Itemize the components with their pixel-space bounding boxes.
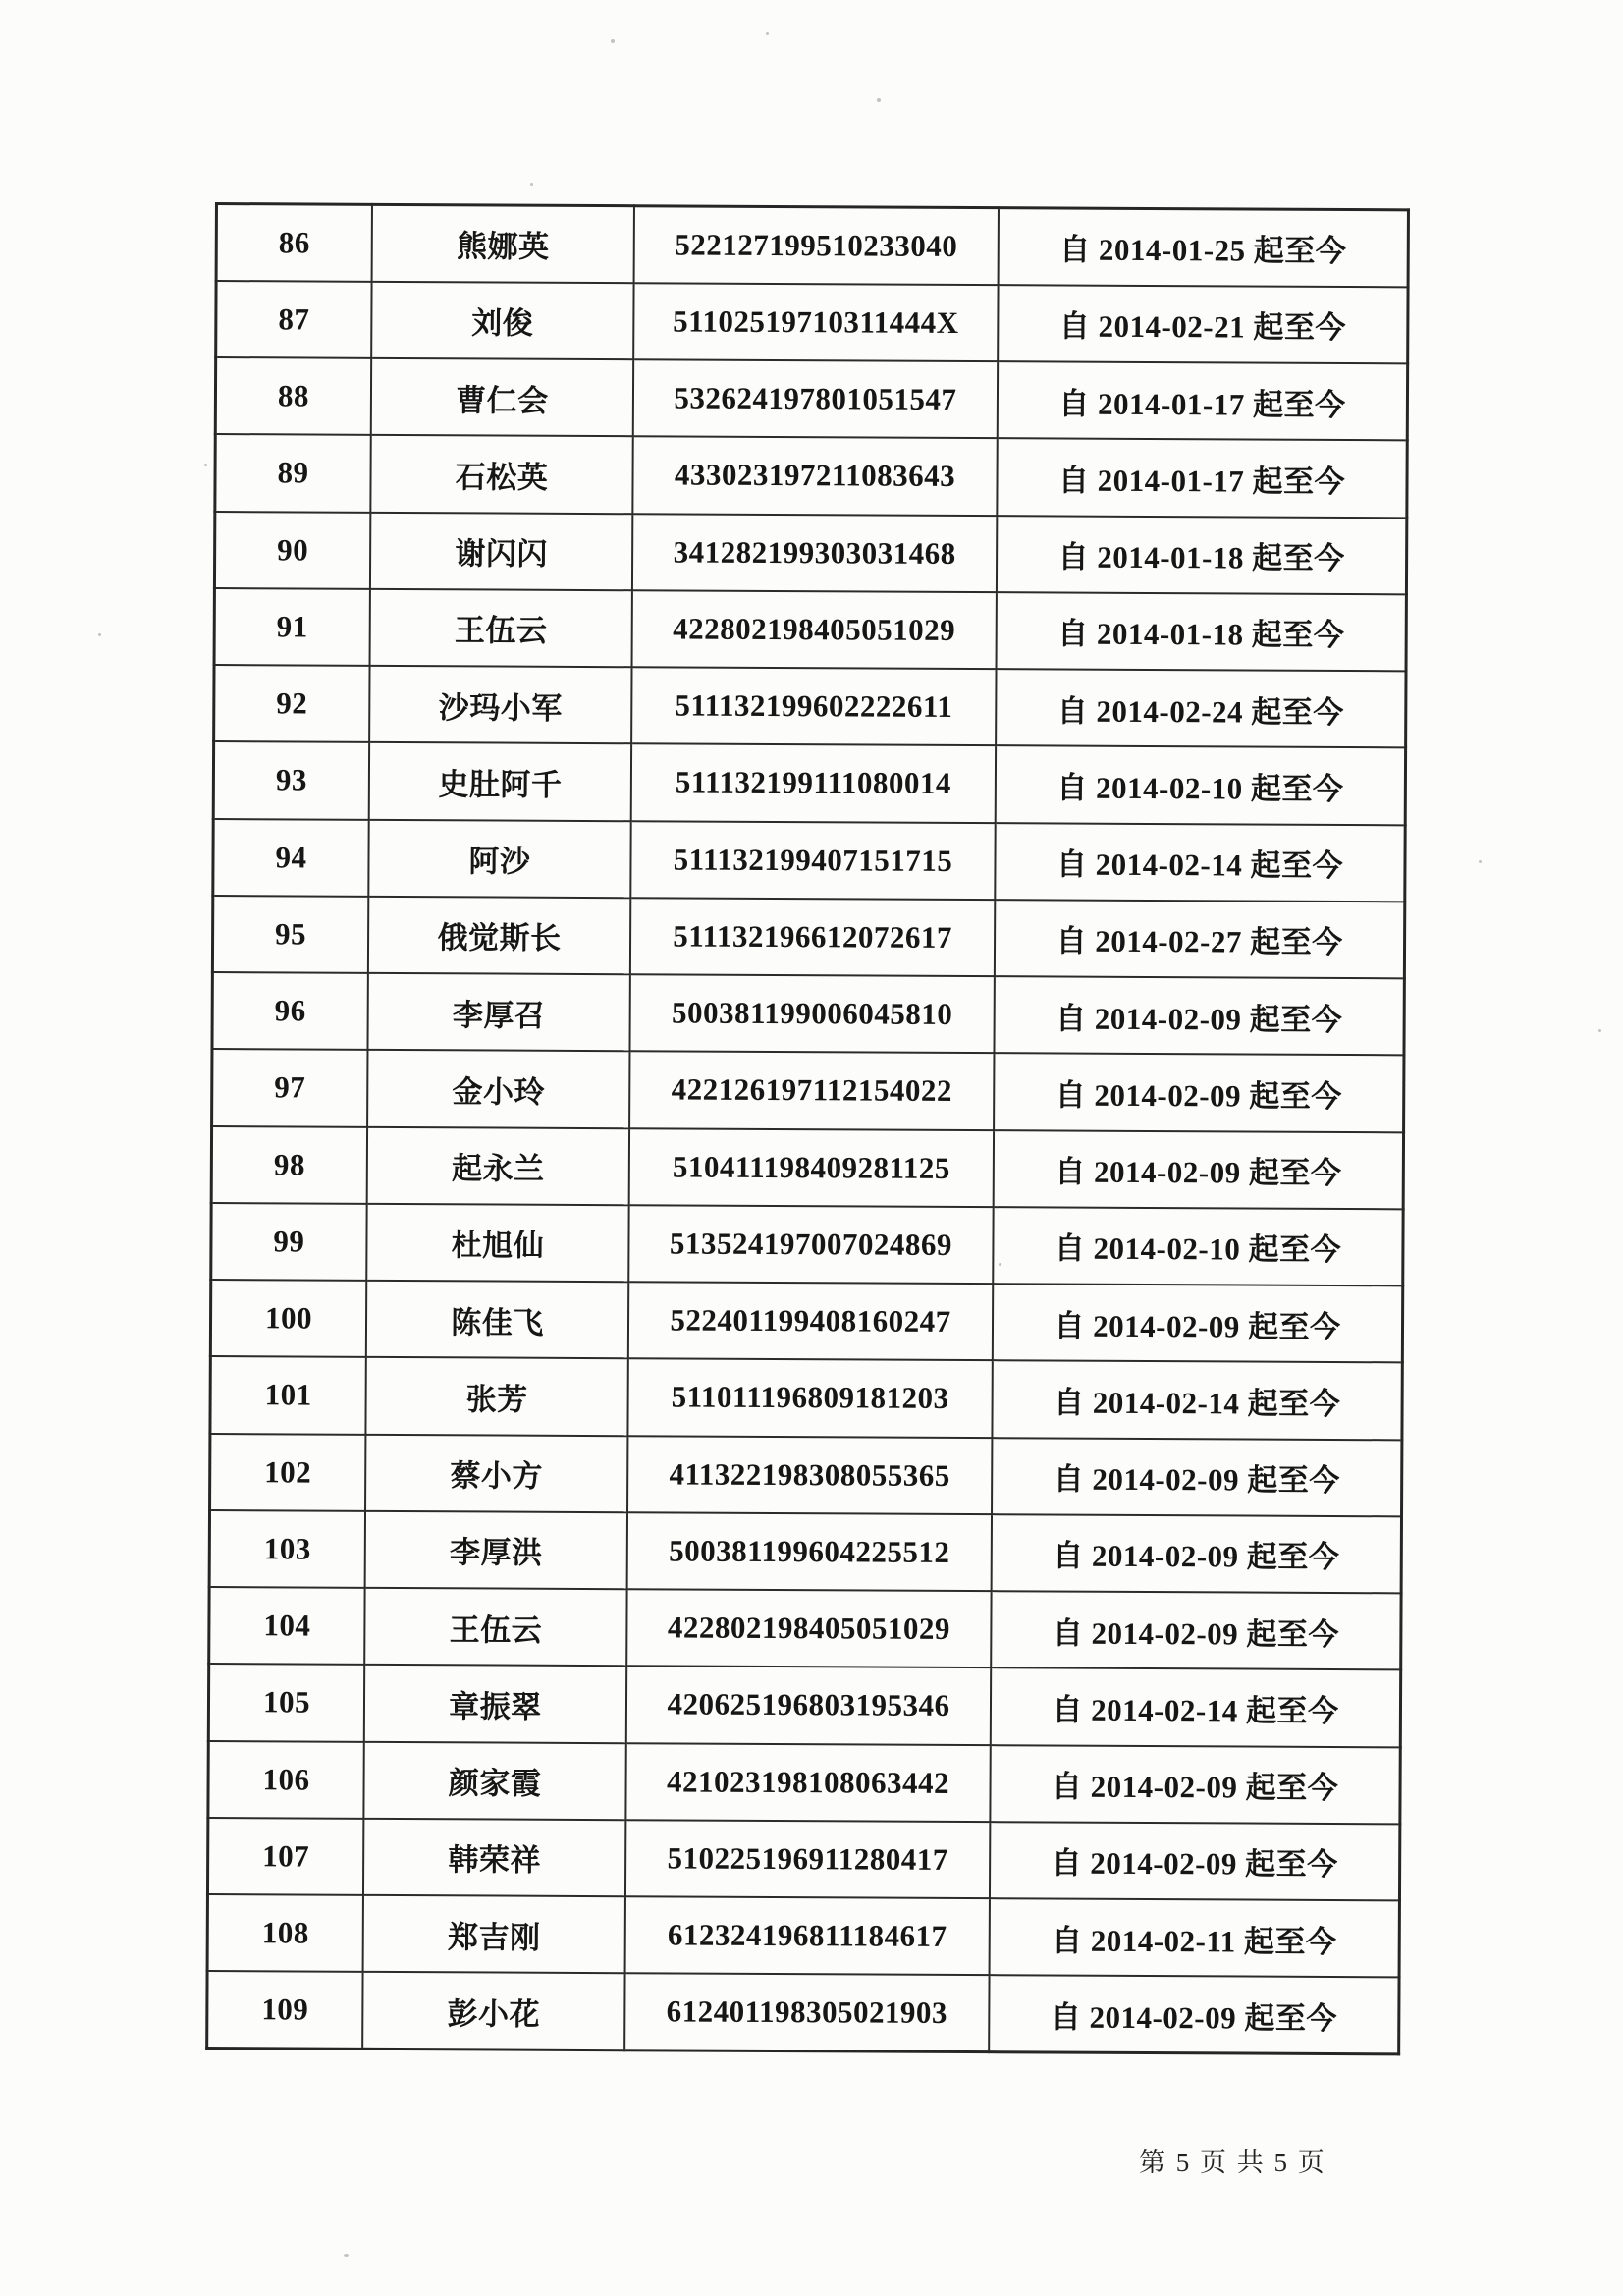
period-cell: 自 2014-01-17 起至今 <box>998 361 1408 440</box>
id-number-cell: 500381199006045810 <box>629 974 994 1053</box>
scan-speck <box>999 1263 1001 1266</box>
name-cell: 起永兰 <box>367 1126 629 1205</box>
name-cell: 蔡小方 <box>365 1434 627 1512</box>
table-row <box>207 1818 1399 1901</box>
scan-speck <box>204 464 207 466</box>
name-cell: 张芳 <box>365 1357 627 1436</box>
id-number-cell: 51102519710311444X <box>633 283 998 361</box>
row-number-cell: 88 <box>215 357 371 435</box>
page-footer: 第 5 页 共 5 页 <box>1139 2148 1326 2177</box>
id-number-cell: 511132199407151715 <box>630 821 995 900</box>
roster-table <box>205 202 1410 2055</box>
table-row <box>209 1587 1401 1670</box>
period-cell: 自 2014-02-21 起至今 <box>998 285 1408 363</box>
id-number-cell: 513524197007024869 <box>628 1205 993 1284</box>
row-number-cell: 95 <box>212 896 368 973</box>
table-row <box>213 741 1405 825</box>
id-number-cell: 341282199303031468 <box>632 514 997 592</box>
table-row <box>212 896 1404 979</box>
period-cell: 自 2014-02-09 起至今 <box>992 1438 1402 1516</box>
period-cell: 自 2014-02-09 起至今 <box>989 1975 1399 2053</box>
name-cell: 王伍云 <box>370 589 632 668</box>
table-row <box>209 1510 1401 1594</box>
table-row <box>216 204 1408 288</box>
name-cell: 郑吉刚 <box>363 1895 625 1974</box>
table-row <box>207 1971 1399 2054</box>
id-number-cell: 422802198405051029 <box>626 1589 991 1667</box>
row-number-cell: 92 <box>214 665 370 742</box>
row-number-cell: 106 <box>208 1740 364 1818</box>
id-number-cell: 421023198108063442 <box>625 1743 990 1822</box>
table-row <box>210 1280 1402 1363</box>
id-number-cell: 422126197112154022 <box>629 1051 994 1129</box>
scan-speck <box>344 2254 349 2257</box>
id-number-cell: 433023197211083643 <box>632 436 997 515</box>
period-cell: 自 2014-01-18 起至今 <box>997 592 1407 671</box>
name-cell: 颜家霞 <box>363 1741 625 1820</box>
roster-table-body <box>207 204 1409 2054</box>
table-row <box>213 818 1405 902</box>
name-cell: 李厚洪 <box>365 1511 627 1590</box>
scan-speck <box>1479 860 1482 863</box>
row-number-cell: 105 <box>208 1664 364 1741</box>
id-number-cell: 411322198308055365 <box>627 1436 992 1514</box>
row-number-cell: 98 <box>211 1125 367 1203</box>
name-cell: 章振翠 <box>364 1665 626 1743</box>
scan-speck <box>1598 1029 1601 1032</box>
period-cell: 自 2014-02-09 起至今 <box>991 1591 1401 1669</box>
row-number-cell: 103 <box>209 1510 365 1588</box>
id-number-cell: 511011196809181203 <box>627 1358 992 1437</box>
name-cell: 俄觉斯长 <box>368 897 630 975</box>
id-number-cell: 532624197801051547 <box>633 359 998 438</box>
row-number-cell: 87 <box>216 281 372 358</box>
name-cell: 曹仁会 <box>371 358 633 437</box>
row-number-cell: 97 <box>212 1049 368 1126</box>
period-cell: 自 2014-02-11 起至今 <box>990 1898 1400 1977</box>
period-cell: 自 2014-02-09 起至今 <box>990 1745 1400 1824</box>
row-number-cell: 104 <box>209 1587 365 1665</box>
period-cell: 自 2014-02-09 起至今 <box>994 1053 1404 1131</box>
name-cell: 李厚召 <box>367 973 629 1052</box>
scan-speck <box>766 32 769 35</box>
table-row <box>210 1356 1402 1440</box>
row-number-cell: 102 <box>210 1433 366 1510</box>
period-cell: 自 2014-01-25 起至今 <box>999 208 1409 287</box>
period-cell: 自 2014-02-09 起至今 <box>993 1284 1403 1362</box>
name-cell: 韩荣祥 <box>363 1819 625 1897</box>
table-row <box>214 588 1406 672</box>
id-number-cell: 510411198409281125 <box>629 1128 994 1207</box>
table-row <box>216 281 1408 364</box>
id-number-cell: 522127199510233040 <box>634 206 999 285</box>
name-cell: 史肚阿千 <box>369 742 631 821</box>
scan-speck <box>611 39 615 43</box>
table-row <box>207 1894 1399 1978</box>
period-cell: 自 2014-02-14 起至今 <box>995 823 1405 902</box>
row-number-cell: 99 <box>211 1203 367 1281</box>
id-number-cell: 511132199602222611 <box>631 667 996 745</box>
table-row <box>211 1125 1403 1209</box>
table-row <box>212 972 1404 1056</box>
name-cell: 杜旭仙 <box>366 1204 628 1283</box>
table-row <box>214 512 1406 595</box>
table-row <box>211 1203 1403 1286</box>
row-number-cell: 86 <box>216 204 372 282</box>
period-cell: 自 2014-02-09 起至今 <box>992 1514 1402 1593</box>
scan-speck <box>877 98 881 102</box>
row-number-cell: 109 <box>207 1971 363 2049</box>
scan-speck <box>98 633 101 636</box>
name-cell: 熊娜英 <box>372 204 634 283</box>
id-number-cell: 511132196612072617 <box>630 898 995 976</box>
period-cell: 自 2014-02-27 起至今 <box>995 900 1405 978</box>
scanned-page <box>205 202 1410 2055</box>
name-cell: 谢闪闪 <box>370 512 632 590</box>
period-cell: 自 2014-02-09 起至今 <box>994 976 1404 1055</box>
period-cell: 自 2014-02-10 起至今 <box>993 1207 1403 1285</box>
scan-speck <box>530 183 533 186</box>
table-row <box>208 1740 1400 1824</box>
period-cell: 自 2014-01-17 起至今 <box>997 438 1407 517</box>
name-cell: 王伍云 <box>364 1588 626 1667</box>
period-cell: 自 2014-02-09 起至今 <box>994 1130 1404 1209</box>
id-number-cell: 612401198305021903 <box>624 1973 989 2051</box>
name-cell: 阿沙 <box>368 819 630 898</box>
period-cell: 自 2014-02-14 起至今 <box>991 1667 1401 1746</box>
id-number-cell: 522401199408160247 <box>628 1282 993 1360</box>
table-row <box>215 357 1407 441</box>
row-number-cell: 108 <box>207 1894 363 1972</box>
name-cell: 金小玲 <box>367 1050 629 1128</box>
id-number-cell: 500381199604225512 <box>627 1512 992 1591</box>
id-number-cell: 612324196811184617 <box>625 1896 990 1975</box>
table-row <box>210 1433 1402 1516</box>
name-cell: 彭小花 <box>362 1972 624 2050</box>
name-cell: 陈佳飞 <box>366 1281 628 1359</box>
table-row <box>212 1049 1404 1132</box>
row-number-cell: 94 <box>213 818 369 896</box>
period-cell: 自 2014-02-24 起至今 <box>996 669 1406 747</box>
table-row <box>208 1664 1400 1747</box>
row-number-cell: 96 <box>212 972 368 1050</box>
row-number-cell: 107 <box>207 1818 363 1895</box>
row-number-cell: 89 <box>215 434 371 512</box>
id-number-cell: 511132199111080014 <box>631 743 996 822</box>
name-cell: 刘俊 <box>371 282 633 360</box>
id-number-cell: 420625196803195346 <box>626 1666 991 1744</box>
name-cell: 石松英 <box>370 435 632 514</box>
name-cell: 沙玛小军 <box>369 666 631 744</box>
row-number-cell: 100 <box>210 1280 366 1357</box>
table-row <box>215 434 1407 518</box>
row-number-cell: 101 <box>210 1356 366 1434</box>
row-number-cell: 90 <box>214 512 370 589</box>
period-cell: 自 2014-02-09 起至今 <box>990 1822 1400 1900</box>
period-cell: 自 2014-01-18 起至今 <box>997 516 1407 594</box>
id-number-cell: 510225196911280417 <box>625 1820 990 1898</box>
period-cell: 自 2014-02-10 起至今 <box>996 745 1406 824</box>
table-row <box>214 665 1406 748</box>
row-number-cell: 93 <box>213 741 369 819</box>
period-cell: 自 2014-02-14 起至今 <box>992 1360 1402 1439</box>
row-number-cell: 91 <box>214 588 370 666</box>
id-number-cell: 422802198405051029 <box>632 590 997 669</box>
